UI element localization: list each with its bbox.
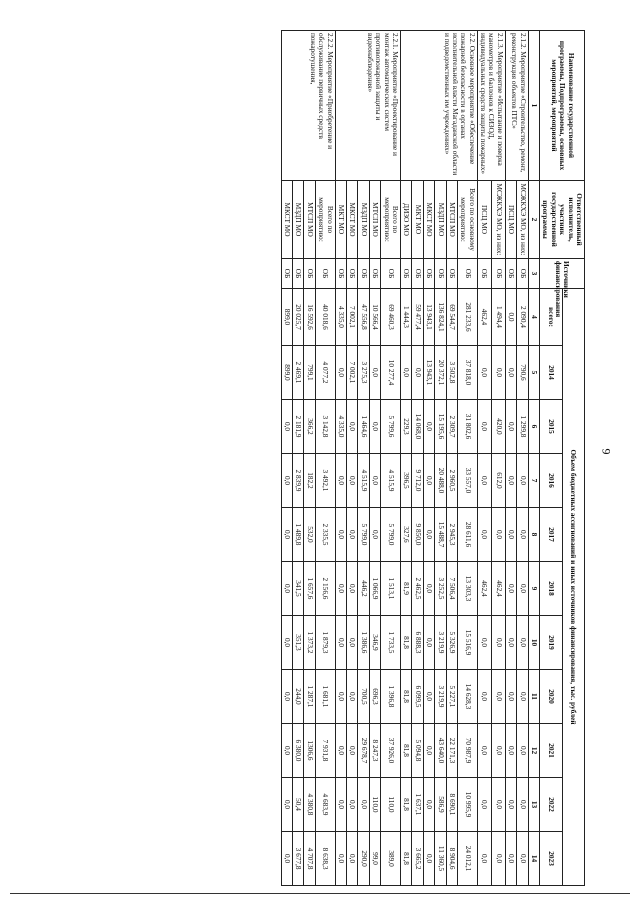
page-number: 9 (599, 448, 614, 455)
year-value-cell: 14 628,3 (457, 670, 477, 724)
year-value-cell: 0,0 (517, 454, 528, 508)
source-cell: ОБ (347, 259, 358, 289)
column-index: 2 (528, 181, 539, 259)
source-cell: ОБ (435, 259, 446, 289)
year-value-cell: 612,0 (491, 454, 505, 508)
year-value-cell: 0,0 (335, 508, 346, 562)
year-value-cell: 351,3 (293, 616, 304, 670)
year-value-cell: 0,0 (477, 832, 491, 886)
year-value-cell: 0,0 (335, 724, 346, 778)
year-value-cell: 0,0 (281, 454, 292, 508)
header-year: 2016 (540, 454, 562, 508)
executor-cell: МТСП МО (304, 181, 315, 259)
total-cell: 69 544,7 (446, 289, 457, 346)
column-index: 12 (528, 724, 539, 778)
total-cell: 2 090,4 (517, 289, 528, 346)
year-value-cell: 5 227,1 (446, 670, 457, 724)
year-value-cell: 110,0 (381, 778, 401, 832)
source-cell: ОБ (457, 259, 477, 289)
total-cell: 0,0 (505, 289, 516, 346)
executor-cell: МКТ МО (412, 181, 423, 259)
year-value-cell: 0,0 (423, 778, 434, 832)
year-value-cell: 1 386,6 (358, 616, 369, 670)
activity-name: 2.1.3. Мероприятие «Испытание и поверка манометров и баллонов к СИЗОД, индивидуальных средств защиты пожарных» (477, 31, 505, 181)
year-value-cell: 2 960,5 (446, 454, 457, 508)
year-value-cell: 22 171,3 (446, 724, 457, 778)
year-value-cell: 3 492,1 (315, 454, 335, 508)
year-value-cell: 0,0 (423, 724, 434, 778)
header-name: Наименование государственной программы, Подпрограммы, основных мероприятий, мероприятий (540, 31, 585, 181)
year-value-cell: 5 799,0 (381, 508, 401, 562)
column-index: 11 (528, 670, 539, 724)
source-cell: ОБ (381, 259, 401, 289)
year-value-cell: 0,0 (517, 562, 528, 616)
year-value-cell: 0,0 (505, 400, 516, 454)
total-cell: 899,0 (281, 289, 292, 346)
column-index: 10 (528, 616, 539, 670)
year-value-cell: 50,4 (293, 778, 304, 832)
activity-name: 2.2.1. Мероприятие «Проектирование и монтаж автоматических систем противопожарной защиты и видеонаблюдения» (335, 31, 400, 181)
year-value-cell: 15 516,9 (457, 616, 477, 670)
year-value-cell: 8 904,6 (446, 832, 457, 886)
year-value-cell: 0,0 (281, 832, 292, 886)
executor-cell: МТСП МО (446, 181, 457, 259)
year-value-cell: 899,0 (281, 346, 292, 400)
executor-cell: ПСЦ МО (505, 181, 516, 259)
page-bottom-rule (10, 893, 630, 894)
year-value-cell: 28 611,6 (457, 508, 477, 562)
executor-cell: МЗДП МО (293, 181, 304, 259)
year-value-cell: 8 247,3 (369, 724, 380, 778)
year-value-cell: 0,0 (281, 616, 292, 670)
year-value-cell: 31 802,6 (457, 400, 477, 454)
year-value-cell: 0,0 (281, 400, 292, 454)
year-value-cell: 3 252,5 (435, 562, 446, 616)
year-value-cell: 110,0 (369, 778, 380, 832)
total-cell: 136 824,1 (435, 289, 446, 346)
year-value-cell: 4 515,9 (381, 454, 401, 508)
year-value-cell: 2 945,3 (446, 508, 457, 562)
year-value-cell: 81,8 (400, 778, 411, 832)
year-value-cell: 462,4 (477, 562, 491, 616)
year-value-cell: 0,0 (477, 724, 491, 778)
year-value-cell: 799,1 (304, 346, 315, 400)
year-value-cell: 15 488,7 (435, 508, 446, 562)
executor-cell: МКСТ МО (281, 181, 292, 259)
source-cell: ОБ (505, 259, 516, 289)
year-value-cell: 9 712,0 (412, 454, 423, 508)
year-value-cell: 0,0 (358, 778, 369, 832)
year-value-cell: 3 665,2 (412, 832, 423, 886)
year-value-cell: 2 309,7 (446, 400, 457, 454)
table-row (381, 31, 401, 886)
year-value-cell: 790,6 (517, 346, 528, 400)
year-value-cell: 0,0 (369, 508, 380, 562)
total-cell: 7 002,1 (347, 289, 358, 346)
year-value-cell: 0,0 (335, 454, 346, 508)
year-value-cell: 0,0 (369, 346, 380, 400)
header-year: 2014 (540, 346, 562, 400)
year-value-cell: 0,0 (423, 616, 434, 670)
rotated-table-container (65, 30, 585, 885)
header-total: всего: (540, 289, 562, 346)
year-value-cell: 0,0 (491, 508, 505, 562)
header-year: 2019 (540, 616, 562, 670)
column-index: 9 (528, 562, 539, 616)
executor-cell: Всего по мероприятию: (315, 181, 335, 259)
year-value-cell: 1 299,8 (517, 400, 528, 454)
year-value-cell: 81,8 (400, 670, 411, 724)
year-value-cell: 0,0 (491, 778, 505, 832)
year-value-cell: 1 733,5 (381, 616, 401, 670)
year-value-cell: 81,9 (400, 562, 411, 616)
year-value-cell: 1 066,9 (369, 562, 380, 616)
year-value-cell: 0,0 (491, 832, 505, 886)
year-value-cell: 420,0 (491, 400, 505, 454)
funding-table (281, 30, 585, 886)
executor-cell: МКСТ МО (423, 181, 434, 259)
year-value-cell: 0,0 (423, 454, 434, 508)
year-value-cell: 0,0 (491, 724, 505, 778)
total-cell: 1 494,4 (491, 289, 505, 346)
year-value-cell: 1 373,2 (304, 616, 315, 670)
column-index: 13 (528, 778, 539, 832)
source-cell: ОБ (491, 259, 505, 289)
year-value-cell: 0,0 (505, 508, 516, 562)
year-value-cell: 0,0 (505, 454, 516, 508)
year-value-cell: 0,0 (505, 778, 516, 832)
executor-cell: МЗДП МО (358, 181, 369, 259)
source-cell: ОБ (358, 259, 369, 289)
year-value-cell: 24 012,1 (457, 832, 477, 886)
year-value-cell: 6 099,5 (412, 670, 423, 724)
year-value-cell: 11 360,5 (435, 832, 446, 886)
source-cell: ОБ (335, 259, 346, 289)
total-cell: 10 566,4 (369, 289, 380, 346)
year-value-cell: 696,3 (369, 670, 380, 724)
total-cell: 1 444,3 (400, 289, 411, 346)
year-value-cell: 15 195,6 (435, 400, 446, 454)
year-value-cell: 0,0 (517, 616, 528, 670)
year-value-cell: 2 156,6 (315, 562, 335, 616)
year-value-cell: 229,3 (400, 400, 411, 454)
year-value-cell: 0,0 (347, 832, 358, 886)
year-value-cell: 0,0 (281, 670, 292, 724)
table-row (315, 31, 335, 886)
header-year: 2022 (540, 778, 562, 832)
year-value-cell: 43 640,0 (435, 724, 446, 778)
executor-cell: Всего по основному мероприятию: (457, 181, 477, 259)
year-value-cell: 37 926,0 (381, 724, 401, 778)
year-value-cell: 3 275,3 (358, 346, 369, 400)
header-year: 2017 (540, 508, 562, 562)
year-value-cell: 396,5 (400, 454, 411, 508)
executor-cell: МЗДП МО (435, 181, 446, 259)
year-value-cell: 0,0 (505, 724, 516, 778)
year-value-cell: 0,0 (505, 670, 516, 724)
year-value-cell: 0,0 (491, 616, 505, 670)
year-value-cell: 0,0 (423, 670, 434, 724)
year-value-cell: 0,0 (335, 346, 346, 400)
year-value-cell: 0,0 (491, 670, 505, 724)
year-value-cell: 1 513,1 (381, 562, 401, 616)
year-value-cell: 4 707,8 (304, 832, 315, 886)
year-value-cell: 2 335,5 (315, 508, 335, 562)
year-value-cell: 4 380,8 (304, 778, 315, 832)
source-cell: ОБ (423, 259, 434, 289)
year-value-cell: 8 690,1 (446, 778, 457, 832)
year-value-cell: 0,0 (477, 616, 491, 670)
year-value-cell: 290,0 (358, 832, 369, 886)
year-value-cell: 9 850,0 (412, 508, 423, 562)
year-value-cell: 14 068,0 (412, 400, 423, 454)
executor-cell: МКСТ МО (347, 181, 358, 259)
year-value-cell: 0,0 (347, 616, 358, 670)
year-value-cell: 0,0 (347, 670, 358, 724)
year-value-cell: 1 287,1 (304, 670, 315, 724)
year-value-cell: 5 326,9 (446, 616, 457, 670)
year-value-cell: 1 637,1 (412, 778, 423, 832)
year-value-cell: 6 888,3 (412, 616, 423, 670)
header-year: 2015 (540, 400, 562, 454)
source-cell: ОБ (412, 259, 423, 289)
year-value-cell: 33 557,0 (457, 454, 477, 508)
year-value-cell: 0,0 (400, 346, 411, 400)
year-value-cell: 0,0 (423, 832, 434, 886)
header-funding: Объем бюджетных ассигнований и иных источников финансирования, тыс. рублей (562, 289, 584, 886)
executor-cell: ПСЦ МО (477, 181, 491, 259)
year-value-cell: 3 502,8 (446, 346, 457, 400)
total-cell: 40 018,6 (315, 289, 335, 346)
executor-cell: Всего по мероприятию: (381, 181, 401, 259)
year-value-cell: 1 396,8 (381, 670, 401, 724)
year-value-cell: 1 657,6 (304, 562, 315, 616)
year-value-cell: 4 077,2 (315, 346, 335, 400)
year-value-cell: 3 677,8 (293, 832, 304, 886)
year-value-cell: 532,0 (304, 508, 315, 562)
source-cell: ОБ (315, 259, 335, 289)
year-value-cell: 5 094,8 (412, 724, 423, 778)
year-value-cell: 0,0 (281, 724, 292, 778)
year-value-cell: 37 818,0 (457, 346, 477, 400)
year-value-cell: 462,4 (491, 562, 505, 616)
table-row (517, 31, 528, 886)
year-value-cell: 586,9 (435, 778, 446, 832)
year-value-cell: 20 372,1 (435, 346, 446, 400)
header-executor: Ответственный исполнитель, участник государственной программы (540, 181, 585, 259)
year-value-cell: 2 181,9 (293, 400, 304, 454)
year-value-cell: 0,0 (281, 778, 292, 832)
year-value-cell: 700,5 (358, 670, 369, 724)
column-index: 7 (528, 454, 539, 508)
total-cell: 69 460,3 (381, 289, 401, 346)
header-year: 2021 (540, 724, 562, 778)
year-value-cell: 0,0 (423, 400, 434, 454)
year-value-cell: 81,8 (400, 616, 411, 670)
year-value-cell: 81,8 (400, 832, 411, 886)
year-value-cell: 0,0 (505, 346, 516, 400)
year-value-cell: 244,0 (293, 670, 304, 724)
year-value-cell: 70 987,9 (457, 724, 477, 778)
year-value-cell: 182,2 (304, 454, 315, 508)
year-value-cell: 2 469,1 (293, 346, 304, 400)
total-cell: 4 335,0 (335, 289, 346, 346)
year-value-cell: 3 219,9 (435, 670, 446, 724)
year-value-cell: 366,2 (304, 400, 315, 454)
year-value-cell: 0,0 (347, 508, 358, 562)
column-index: 5 (528, 346, 539, 400)
total-cell: 20 025,7 (293, 289, 304, 346)
year-value-cell: 0,0 (335, 832, 346, 886)
source-cell: ОБ (446, 259, 457, 289)
source-cell: ОБ (304, 259, 315, 289)
source-cell: ОБ (477, 259, 491, 289)
year-value-cell: 13 303,3 (457, 562, 477, 616)
year-value-cell: 1306,6 (304, 724, 315, 778)
year-value-cell: 81,8 (400, 724, 411, 778)
year-value-cell: 0,0 (505, 562, 516, 616)
year-value-cell: 0,0 (505, 832, 516, 886)
total-cell: 281 233,6 (457, 289, 477, 346)
column-index: 6 (528, 400, 539, 454)
year-value-cell: 327,6 (400, 508, 411, 562)
year-value-cell: 10 277,4 (381, 346, 401, 400)
year-value-cell: 0,0 (281, 562, 292, 616)
activity-name: 2.2. Основное мероприятие «Обеспечение пожарной безопасности в органах исполнительной власти Магаданской области и подведомственных им учреждениях» (400, 31, 477, 181)
year-value-cell: 1 464,6 (358, 400, 369, 454)
year-value-cell: 0,0 (517, 778, 528, 832)
total-cell: 59 477,4 (412, 289, 423, 346)
year-value-cell: 1 879,3 (315, 616, 335, 670)
year-value-cell: 0,0 (347, 724, 358, 778)
column-index: 8 (528, 508, 539, 562)
year-value-cell: 3 142,8 (315, 400, 335, 454)
year-value-cell: 5 799,0 (358, 508, 369, 562)
year-value-cell: 0,0 (369, 400, 380, 454)
column-index-row (528, 31, 539, 886)
year-value-cell: 0,0 (517, 832, 528, 886)
year-value-cell: 0,0 (347, 400, 358, 454)
column-index: 1 (528, 31, 539, 181)
year-value-cell: 5 799,6 (381, 400, 401, 454)
year-value-cell: 2 839,9 (293, 454, 304, 508)
table-row (491, 31, 505, 886)
year-value-cell: 8 638,3 (315, 832, 335, 886)
year-value-cell: 0,0 (335, 670, 346, 724)
activity-name: 2.1.2. Мероприятие «Строительство, ремонт, реконструкция объектов ПТС» (505, 31, 528, 181)
year-value-cell: 0,0 (517, 670, 528, 724)
year-value-cell: 346,9 (369, 616, 380, 670)
year-value-cell: 0,0 (477, 346, 491, 400)
year-value-cell: 0,0 (347, 562, 358, 616)
source-cell: ОБ (400, 259, 411, 289)
total-cell: 13 943,1 (423, 289, 434, 346)
total-cell: 47 556,8 (358, 289, 369, 346)
year-value-cell: 0,0 (423, 508, 434, 562)
year-value-cell: 99,0 (369, 832, 380, 886)
executor-cell: ДИЗО МО (400, 181, 411, 259)
source-cell: ОБ (369, 259, 380, 289)
year-value-cell: 341,5 (293, 562, 304, 616)
total-cell: 462,4 (477, 289, 491, 346)
table-row (457, 31, 477, 886)
year-value-cell: 0,0 (505, 616, 516, 670)
year-value-cell: 0,0 (477, 454, 491, 508)
year-value-cell: 7 506,4 (446, 562, 457, 616)
year-value-cell: 0,0 (335, 616, 346, 670)
year-value-cell: 389,0 (381, 832, 401, 886)
executor-cell: МКТ МО (335, 181, 346, 259)
header-year: 2023 (540, 832, 562, 886)
executor-cell: МСЖКХЭ МО, из них: (491, 181, 505, 259)
year-value-cell: 0,0 (423, 562, 434, 616)
executor-cell: МСЖКХЭ МО, из них: (517, 181, 528, 259)
year-value-cell: 2 462,5 (412, 562, 423, 616)
year-value-cell: 0,0 (491, 346, 505, 400)
year-value-cell: 0,0 (412, 346, 423, 400)
year-value-cell: 1 489,8 (293, 508, 304, 562)
year-value-cell: 4 335,0 (335, 400, 346, 454)
table-body (281, 31, 528, 886)
year-value-cell: 446,2 (358, 562, 369, 616)
year-value-cell: 0,0 (477, 400, 491, 454)
year-value-cell: 7 002,1 (347, 346, 358, 400)
year-value-cell: 0,0 (335, 778, 346, 832)
year-value-cell: 7 931,8 (315, 724, 335, 778)
year-value-cell: 0,0 (477, 508, 491, 562)
year-value-cell: 0,0 (477, 670, 491, 724)
year-value-cell: 3 219,9 (435, 616, 446, 670)
source-cell: ОБ (281, 259, 292, 289)
header-year: 2018 (540, 562, 562, 616)
year-value-cell: 29 678,7 (358, 724, 369, 778)
year-value-cell: 6 380,0 (293, 724, 304, 778)
year-value-cell: 0,0 (347, 778, 358, 832)
year-value-cell: 0,0 (335, 562, 346, 616)
column-index: 14 (528, 832, 539, 886)
year-value-cell: 4 683,9 (315, 778, 335, 832)
year-value-cell: 0,0 (517, 508, 528, 562)
total-cell: 16 592,6 (304, 289, 315, 346)
source-cell: ОБ (293, 259, 304, 289)
header-source: Источники финансирования (540, 259, 585, 289)
year-value-cell: 10 995,9 (457, 778, 477, 832)
header-year: 2020 (540, 670, 562, 724)
year-value-cell: 20 488,0 (435, 454, 446, 508)
column-index: 4 (528, 289, 539, 346)
year-value-cell: 0,0 (517, 724, 528, 778)
source-cell: ОБ (517, 259, 528, 289)
year-value-cell: 1 681,1 (315, 670, 335, 724)
year-value-cell: 4 515,9 (358, 454, 369, 508)
year-value-cell: 0,0 (281, 508, 292, 562)
activity-name: 2.2.2. Мероприятие «Приобретение и обслуживание первичных средств пожаротушения, (281, 31, 335, 181)
year-value-cell: 13 943,1 (423, 346, 434, 400)
year-value-cell: 0,0 (369, 454, 380, 508)
year-value-cell: 0,0 (477, 778, 491, 832)
executor-cell: МТСП МО (369, 181, 380, 259)
year-value-cell: 0,0 (347, 454, 358, 508)
column-index: 3 (528, 259, 539, 289)
